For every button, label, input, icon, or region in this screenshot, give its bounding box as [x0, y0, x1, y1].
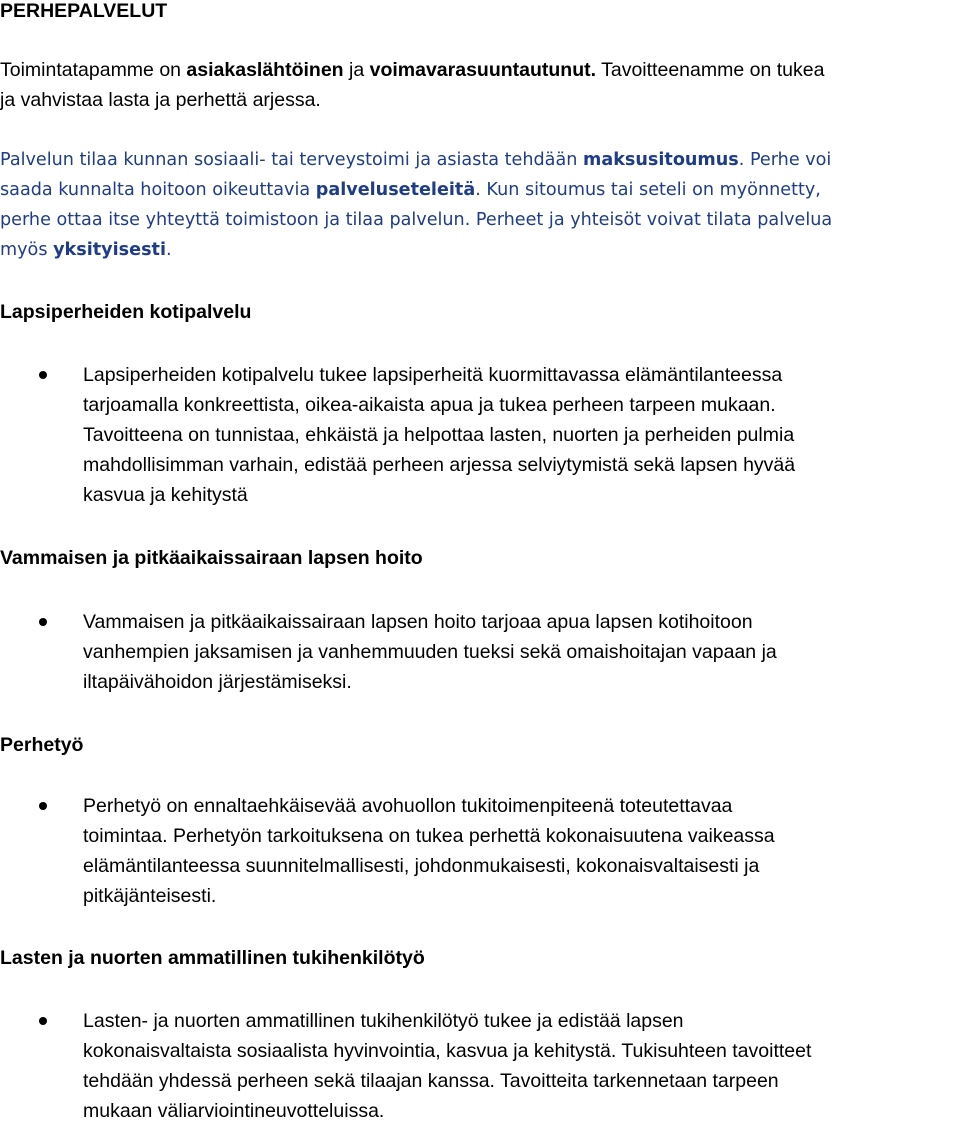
- payment-bold-commitment: maksusitoumus: [583, 150, 739, 170]
- list-item-line: mahdollisimman varhain, edistää perheen arjessa selviytymistä sekä lapsen hyvää: [83, 454, 796, 476]
- intro-text: Tavoitteenamme on tukea: [596, 59, 825, 81]
- list-item-line: mukaan väliarviointineuvotteluissa.: [83, 1100, 385, 1122]
- list-item: [83, 791, 953, 911]
- payment-line-2: [0, 175, 958, 205]
- section-heading-family-work: Perhetyö: [0, 734, 84, 756]
- list-item-line: kokonaisvaltaista sosiaalista hyvinvointia, kasvua ja kehitystä. Tukisuhteen tavoitteet: [83, 1040, 812, 1062]
- payment-bold-privately: yksityisesti: [53, 240, 166, 260]
- intro-text: Toimintatapamme on: [0, 59, 187, 81]
- payment-text: perhe ottaa itse yhteyttä toimistoon ja tilaa palvelun.: [0, 210, 471, 230]
- intro-bold-resource-oriented: voimavarasuuntautunut.: [369, 59, 597, 81]
- list-item-line: kasvua ja kehitystä: [83, 484, 248, 506]
- intro-line-1: [0, 55, 958, 85]
- list-item-line: tehdään yhdessä perheen sekä tilaajan kanssa. Tavoitteita tarkennetaan tarpeen: [83, 1070, 779, 1092]
- section-heading-youth-support-work: Lasten ja nuorten ammatillinen tukihenkilötyö: [0, 947, 425, 969]
- payment-text: Perheet ja yhteisöt voivat tilata palvelua: [470, 210, 833, 230]
- payment-line-3: [0, 205, 958, 235]
- payment-text: Palvelun tilaa kunnan sosiaali- tai terveystoimi ja asiasta tehdään: [0, 150, 583, 170]
- list-item-line: Vammaisen ja pitkäaikaissairaan lapsen hoito tarjoaa apua lapsen kotihoitoon: [83, 611, 753, 633]
- section-heading-family-home-help: Lapsiperheiden kotipalvelu: [0, 301, 252, 323]
- intro-line-2: ja vahvistaa lasta ja perhettä arjessa.: [0, 89, 321, 111]
- list-item-line: Perhetyö on ennaltaehkäisevää avohuollon tukitoimenpiteenä toteutettavaa: [83, 795, 733, 817]
- payment-text: . Perhe voi: [738, 150, 832, 170]
- list-item: [83, 360, 953, 510]
- payment-line-4: [0, 235, 958, 265]
- bullet-icon: [39, 371, 47, 379]
- intro-bold-customer-oriented: asiakaslähtöinen: [186, 59, 344, 81]
- intro-paragraph: [0, 55, 958, 115]
- payment-text: .: [165, 240, 172, 260]
- list-item-line: toimintaa. Perhetyön tarkoituksena on tukea perhettä kokonaisuutena vaikeassa: [83, 825, 775, 847]
- payment-text: myös: [0, 240, 54, 260]
- bullet-icon: [39, 1017, 47, 1025]
- list-item-line: Lapsiperheiden kotipalvelu tukee lapsiperheitä kuormittavassa elämäntilanteessa: [83, 364, 783, 386]
- payment-text: saada kunnalta hoitoon oikeuttavia: [0, 180, 316, 200]
- list-item-line: Tavoitteena on tunnistaa, ehkäistä ja helpottaa lasten, nuorten ja perheiden pulmia: [83, 424, 795, 446]
- payment-paragraph: [0, 145, 958, 265]
- list-item: [83, 1006, 953, 1126]
- list-item-line: iltapäivähoidon järjestämiseksi.: [83, 671, 352, 693]
- list-item-line: elämäntilanteessa suunnitelmallisesti, johdonmukaisesti, kokonaisvaltaisesti ja: [83, 855, 760, 877]
- intro-text: ja: [343, 59, 370, 81]
- list-item-line: Lasten- ja nuorten ammatillinen tukihenkilötyö tukee ja edistää lapsen: [83, 1010, 684, 1032]
- list-item: [83, 607, 953, 697]
- payment-text: . Kun sitoumus tai seteli on myönnetty,: [475, 180, 821, 200]
- section-heading-disabled-child-care: Vammaisen ja pitkäaikaissairaan lapsen hoito: [0, 547, 423, 569]
- payment-bold-voucher: palveluseteleitä: [315, 180, 476, 200]
- bullet-icon: [39, 618, 47, 626]
- payment-line-1: [0, 145, 958, 175]
- list-item-line: vanhempien jaksamisen ja vanhemmuuden tueksi sekä omaishoitajan vapaan ja: [83, 641, 777, 663]
- list-item-line: tarjoamalla konkreettista, oikea-aikaista apua ja tukea perheen tarpeen mukaan.: [83, 394, 776, 416]
- page-title: PERHEPALVELUT: [0, 0, 168, 22]
- bullet-icon: [39, 802, 47, 810]
- list-item-line: pitkäjänteisesti.: [83, 885, 217, 907]
